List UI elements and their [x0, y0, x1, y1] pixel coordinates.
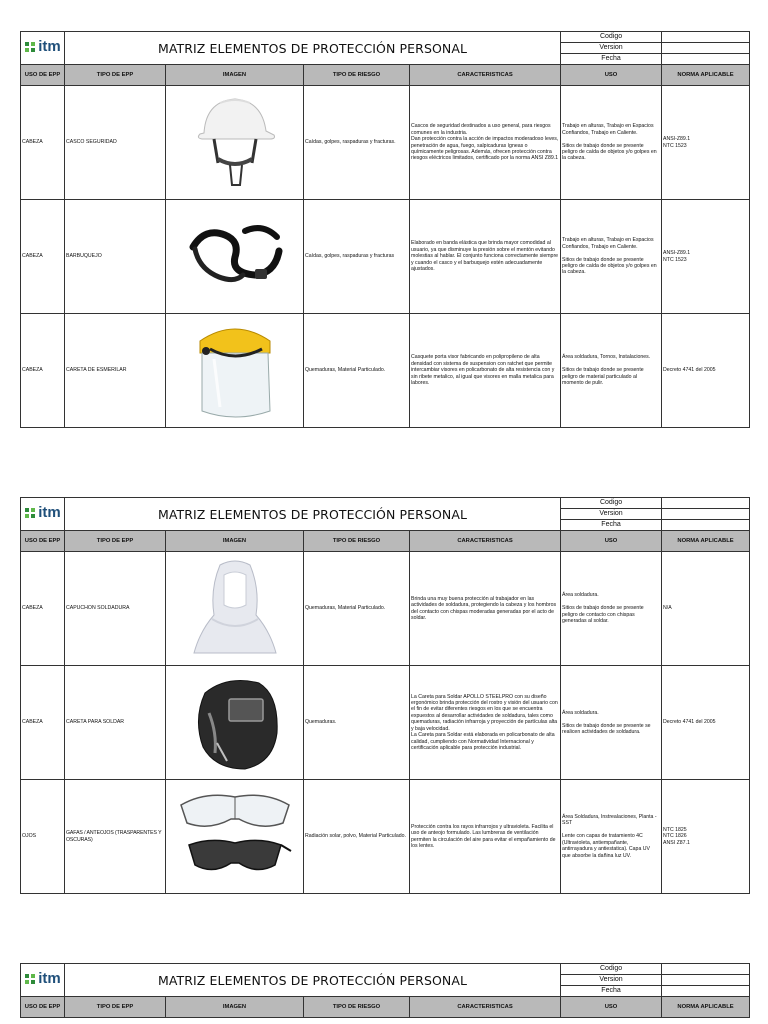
- page-title: MATRIZ ELEMENTOS DE PROTECCIÓN PERSONAL: [65, 964, 561, 997]
- page-title: MATRIZ ELEMENTOS DE PROTECCIÓN PERSONAL: [65, 498, 561, 531]
- col-tipo-riesgo: TIPO DE RIESGO: [304, 997, 410, 1018]
- codigo-value: [662, 498, 750, 509]
- matrix-table: [20, 963, 750, 1018]
- col-uso-epp: USO DE EPP: [21, 65, 65, 86]
- cell-caracteristicas: Brinda una muy buena protección al trabajador en las actividades de soldadura, protegiendo la cabeza y los hombros del contacto con chispas moderadas generadas por el acto de soldar.: [410, 552, 561, 666]
- cell-caracteristicas: La Careta para Soldar APOLLO STEELPRO con su diseño ergonómico brinda protección del rostro y visión del usuario con el fin de evitar diferentes riesgos en los que se encuentra expuestos al desarrollar actividades de soldadura, tales como quemaduras, radiación infrarroja y proyección de partículas alta y baja velocidad. La Careta para Soldar está elaborada en policarbonato de alta calidad, cumpliendo con Normatividad Internacional y certificación aplicable para protección industrial.: [410, 666, 561, 780]
- col-uso-epp: USO DE EPP: [21, 997, 65, 1018]
- cell-caracteristicas: Casquete porta visor fabricando en polipropileno de alta densidad con sistema de suspension con ratchet que permite intercambiar visores en policarbonato de alta resistencia con y sin ribete metalico, al igual que visores en malla metalica para labores.: [410, 314, 561, 428]
- col-caracteristicas: CARACTERISTICAS: [410, 997, 561, 1018]
- logo-text: itm: [38, 504, 61, 522]
- codigo-value: [662, 964, 750, 975]
- cell-tipo-epp: CARETA DE ESMERILAR: [65, 314, 166, 428]
- version-label: Version: [561, 975, 662, 986]
- cell-uso: Área soldadura, Tornos, Instalaciones. Sitios de trabajo donde se presente peligro de material particulado al momento de pulir.: [561, 314, 662, 428]
- version-label: Version: [561, 509, 662, 520]
- cell-uso: Trabajo en alturas, Trabajo en Espacios Confiandos, Trabajo en Caliente. Sitios de trabajo donde se presente peligro de caída de objetos y/o golpes en la cabeza.: [561, 86, 662, 200]
- page-title: MATRIZ ELEMENTOS DE PROTECCIÓN PERSONAL: [65, 32, 561, 65]
- cell-uso: Trabajo en alturas, Trabajo en Espacios Confiandos, Trabajo en Caliente. Sitios de trabajo donde se presente peligro de caída de objetos y/o golpes en la cabeza.: [561, 200, 662, 314]
- column-header-row: [21, 531, 750, 552]
- itm-logo-icon: [24, 507, 36, 519]
- cell-norma: ANSI-Z89.1 NTC 1523: [662, 86, 750, 200]
- col-caracteristicas: CARACTERISTICAS: [410, 531, 561, 552]
- cell-uso-epp: CABEZA: [21, 552, 65, 666]
- cell-uso-epp: CABEZA: [21, 314, 65, 428]
- table-row: [21, 314, 750, 428]
- fecha-value: [662, 54, 750, 65]
- cell-imagen: [166, 314, 304, 428]
- cell-tipo-epp: CARETA PARA SOLDAR: [65, 666, 166, 780]
- table-row: [21, 86, 750, 200]
- hard-hat-icon: [190, 93, 280, 193]
- version-value: [662, 975, 750, 986]
- matrix-table: [20, 497, 750, 894]
- col-norma: NORMA APLICABLE: [662, 531, 750, 552]
- fecha-value: [662, 520, 750, 531]
- cell-riesgo: Quemaduras.: [304, 666, 410, 780]
- codigo-label: Codigo: [561, 964, 662, 975]
- matrix-sheet-1: [20, 31, 749, 428]
- version-value: [662, 43, 750, 54]
- logo-text: itm: [38, 38, 61, 56]
- version-value: [662, 509, 750, 520]
- cell-riesgo: Quemaduras, Material Particulado.: [304, 314, 410, 428]
- matrix-table: [20, 31, 750, 428]
- col-imagen: IMAGEN: [166, 997, 304, 1018]
- cell-imagen: [166, 666, 304, 780]
- cell-imagen: [166, 780, 304, 894]
- cell-caracteristicas: Protección contra los rayos infrarrojos y ultravioleta. Facilita el uso de anteojo formulado. Las lumbreras de ventilación permiten la circulación del aire para evitar el empañamiento de los lentes.: [410, 780, 561, 894]
- table-row: [21, 666, 750, 780]
- cell-norma: N/A: [662, 552, 750, 666]
- face-shield-icon: [190, 319, 280, 423]
- cell-uso-epp: CABEZA: [21, 86, 65, 200]
- cell-uso: Área soldadura. Sitios de trabajo donde se presente se realicen actividades de soldadura.: [561, 666, 662, 780]
- cell-tipo-epp: CASCO SEGURIDAD: [65, 86, 166, 200]
- logo: [21, 32, 65, 65]
- cell-uso: Área Soldadura, Instrealaciones, Planta - SST Lente con capas de tratamiento 4C (Ultravioleta, antiempañante, antirrayadura y antiestatica). Capa UV que absorbe la dañina luz UV.: [561, 780, 662, 894]
- cell-uso: Área soldadura. Sitios de trabajo donde se presente peligro de contacto con chispas generadas al soldar.: [561, 552, 662, 666]
- col-tipo-epp: TIPO DE EPP: [65, 531, 166, 552]
- fecha-value: [662, 986, 750, 997]
- col-imagen: IMAGEN: [166, 531, 304, 552]
- col-norma: NORMA APLICABLE: [662, 65, 750, 86]
- itm-logo-icon: [24, 41, 36, 53]
- col-norma: NORMA APLICABLE: [662, 997, 750, 1018]
- cell-imagen: [166, 200, 304, 314]
- version-label: Version: [561, 43, 662, 54]
- cell-riesgo: Quemaduras, Material Particulado.: [304, 552, 410, 666]
- col-caracteristicas: CARACTERISTICAS: [410, 65, 561, 86]
- col-uso: USO: [561, 997, 662, 1018]
- col-tipo-epp: TIPO DE EPP: [65, 65, 166, 86]
- table-row: [21, 200, 750, 314]
- cell-norma: ANSI-Z89.1 NTC 1523: [662, 200, 750, 314]
- cell-uso-epp: CABEZA: [21, 666, 65, 780]
- codigo-value: [662, 32, 750, 43]
- cell-tipo-epp: GAFAS / ANTEOJOS (TRASPARENTES Y OSCURAS): [65, 780, 166, 894]
- cell-riesgo: Radiación solar, polvo, Material Particulado.: [304, 780, 410, 894]
- matrix-sheet-3: [20, 963, 749, 1018]
- col-tipo-epp: TIPO DE EPP: [65, 997, 166, 1018]
- table-row: [21, 780, 750, 894]
- welding-mask-icon: [187, 673, 283, 773]
- cell-riesgo: Caídas, golpes, raspaduras y fracturas: [304, 200, 410, 314]
- cell-uso-epp: CABEZA: [21, 200, 65, 314]
- col-tipo-riesgo: TIPO DE RIESGO: [304, 531, 410, 552]
- cell-riesgo: Caídas, golpes, raspaduras y fracturas.: [304, 86, 410, 200]
- safety-glasses-icon: [175, 787, 295, 887]
- fecha-label: Fecha: [561, 986, 662, 997]
- cell-norma: Decreto 4741 del 2005: [662, 666, 750, 780]
- codigo-label: Codigo: [561, 498, 662, 509]
- welding-hood-icon: [190, 559, 280, 659]
- column-header-row: [21, 65, 750, 86]
- logo: [21, 498, 65, 531]
- logo-text: itm: [38, 970, 61, 988]
- cell-imagen: [166, 552, 304, 666]
- chin-strap-icon: [185, 217, 285, 297]
- col-uso: USO: [561, 65, 662, 86]
- cell-norma: NTC 1825 NTC 1826 ANSI Z87.1: [662, 780, 750, 894]
- cell-tipo-epp: BARBUQUEJO: [65, 200, 166, 314]
- logo: [21, 964, 65, 997]
- fecha-label: Fecha: [561, 520, 662, 531]
- col-tipo-riesgo: TIPO DE RIESGO: [304, 65, 410, 86]
- cell-imagen: [166, 86, 304, 200]
- cell-norma: Decreto 4741 del 2005: [662, 314, 750, 428]
- col-uso: USO: [561, 531, 662, 552]
- table-row: [21, 552, 750, 666]
- cell-uso-epp: OJOS: [21, 780, 65, 894]
- column-header-row: [21, 997, 750, 1018]
- itm-logo-icon: [24, 973, 36, 985]
- matrix-sheet-2: [20, 497, 749, 894]
- cell-caracteristicas: Elaborado en banda elástica que brinda mayor comodidad al usuario, ya que disminuye la presión sobre el mentón evitando molestias al hablar. El conjunto funciona correctamente siempre y cuando el casco y el barbuquejo estén adecuadamente ajustados.: [410, 200, 561, 314]
- cell-caracteristicas: Cascos de seguridad destinados a uso general, para riesgos comunes en la industria. Dan protección contra la acción de impactos moderadoso leves, penetración de agua, fuego, salpicaduras ígneas o químicamente peligrosas. Además, ofrecen protección contra riesgos eléctricos limitados, certificado por la norma ANSI Z89.1: [410, 86, 561, 200]
- col-imagen: IMAGEN: [166, 65, 304, 86]
- col-uso-epp: USO DE EPP: [21, 531, 65, 552]
- fecha-label: Fecha: [561, 54, 662, 65]
- cell-tipo-epp: CAPUCHON SOLDADURA: [65, 552, 166, 666]
- codigo-label: Codigo: [561, 32, 662, 43]
